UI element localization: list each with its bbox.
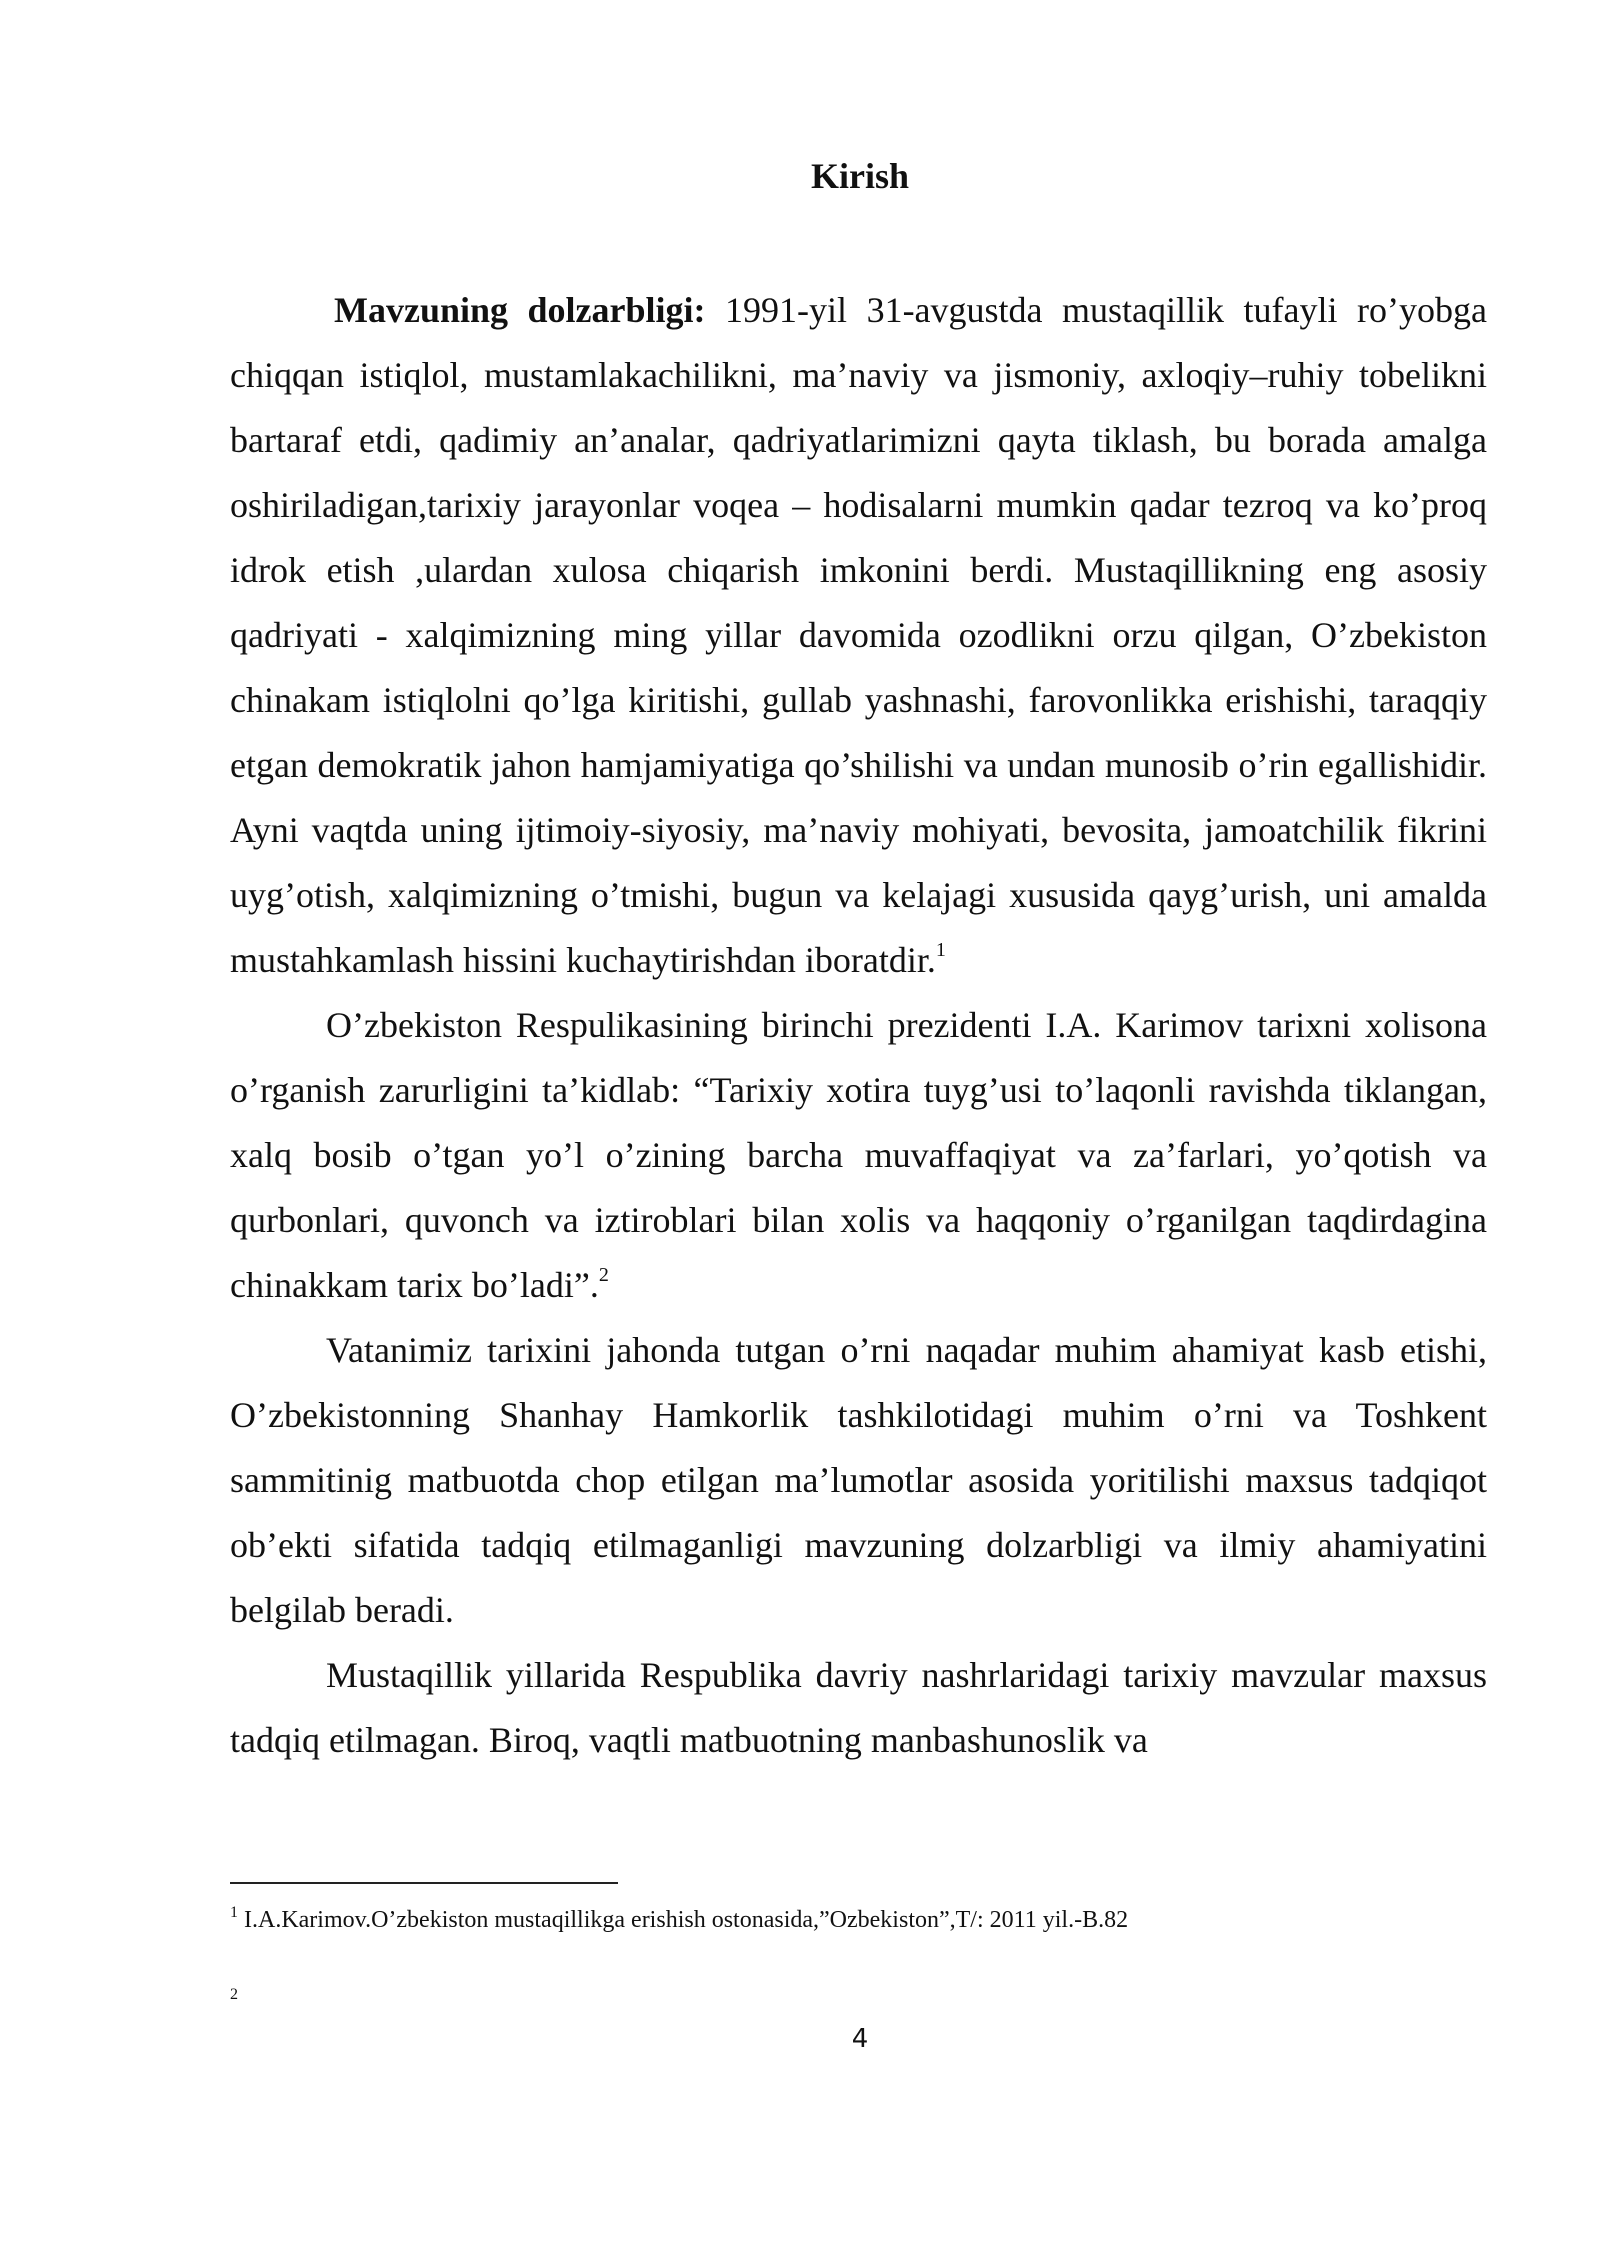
- paragraph-relevance: [230, 278, 1487, 993]
- footnote-mark: 2: [230, 1986, 238, 2003]
- paragraph-karimov-quote: [230, 993, 1487, 1318]
- paragraph-text: O’zbekiston Respulikasining birinchi prezidenti I.A. Karimov tarixni xolisona o’rganish zarurligini ta’kidlab: “Tarixiy xotira tuyg’usi to’laqonli ravishda tiklangan, xalq bosib o’tgan yo’l o’zining barcha muvaffaqiyat va za’farlari, yo’qotish va qurbonlari, quvonch va iztiroblari bilan xolis va haqqoniy o’rganilgan taqdirdagina chinakkam tarix bo’ladi”.: [230, 1005, 1487, 1305]
- paragraph-text: Mustaqillik yillarida Respublika davriy nashrlaridagi tarixiy mavzular maxsus tadqiq etilmagan. Biroq, vaqtli matbuotning manbashunoslik va: [230, 1655, 1487, 1760]
- body-text: [230, 278, 1487, 1773]
- relevance-heading: Mavzuning dolzarbligi:: [334, 290, 706, 330]
- footnote-mark: 1: [230, 1904, 238, 1921]
- footnote-2: [230, 1986, 1487, 2018]
- footnote-1: [230, 1904, 1487, 1936]
- footnote-ref[interactable]: 2: [598, 1264, 609, 1286]
- page-number: 4: [851, 2024, 869, 2054]
- footnote-text: I.A.Karimov.O’zbekiston mustaqillikga erishish ostonasida,”Ozbekiston”,T/: 2011 yil.-B.82: [238, 1907, 1129, 1933]
- page-title: Kirish: [810, 156, 909, 196]
- paragraph-periodicals: [230, 1643, 1487, 1773]
- footnote-ref[interactable]: 1: [935, 939, 946, 961]
- paragraph-text: Vatanimiz tarixini jahonda tutgan o’rni naqadar muhim ahamiyat kasb etishi, O’zbekistonning Shanhay Hamkorlik tashkilotidagi muhim o’rni va Toshkent sammitinig matbuotda chop etilgan ma’lumotlar asosida yoritilishi maxsus tadqiqot ob’ekti sifatida tadqiq etilmaganligi mavzuning dolzarbligi va ilmiy ahamiyatini belgilab beradi.: [230, 1330, 1487, 1630]
- paragraph-text: 1991-yil 31-avgustda mustaqillik tufayli ro’yobga chiqqan istiqlol, mustamlakachilikni, ma’naviy va jismoniy, axloqiy–ruhiy tobelikni bartaraf etdi, qadimiy an’analar, qadriyatlarimizni qayta tiklash, bu borada amalga oshiriladigan,tarixiy jarayonlar voqea – hodisalarni mumkin qadar tezroq va ko’proq idrok etish ,ulardan xulosa chiqarish imkonini berdi. Mustaqillikning eng asosiy qadriyati - xalqimizning ming yillar davomida ozodlikni orzu qilgan, O’zbekiston chinakam istiqlolni qo’lga kiritishi, gullab yashnashi, farovonlikka erishishi, taraqqiy etgan demokratik jahon hamjamiyatiga qo’shilishi va undan munosib o’rin egallishidir. Ayni vaqtda uning ijtimoiy-siyosiy, ma’naviy mohiyati, bevosita, jamoatchilik fikrini uyg’otish, xalqimizning o’tmishi, bugun va kelajagi xususida qayg’urish, uni amalda mustahkamlash hissini kuchaytirishdan iboratdir.: [230, 290, 1487, 980]
- footnote-separator: [230, 1882, 618, 1884]
- paragraph-importance: [230, 1318, 1487, 1643]
